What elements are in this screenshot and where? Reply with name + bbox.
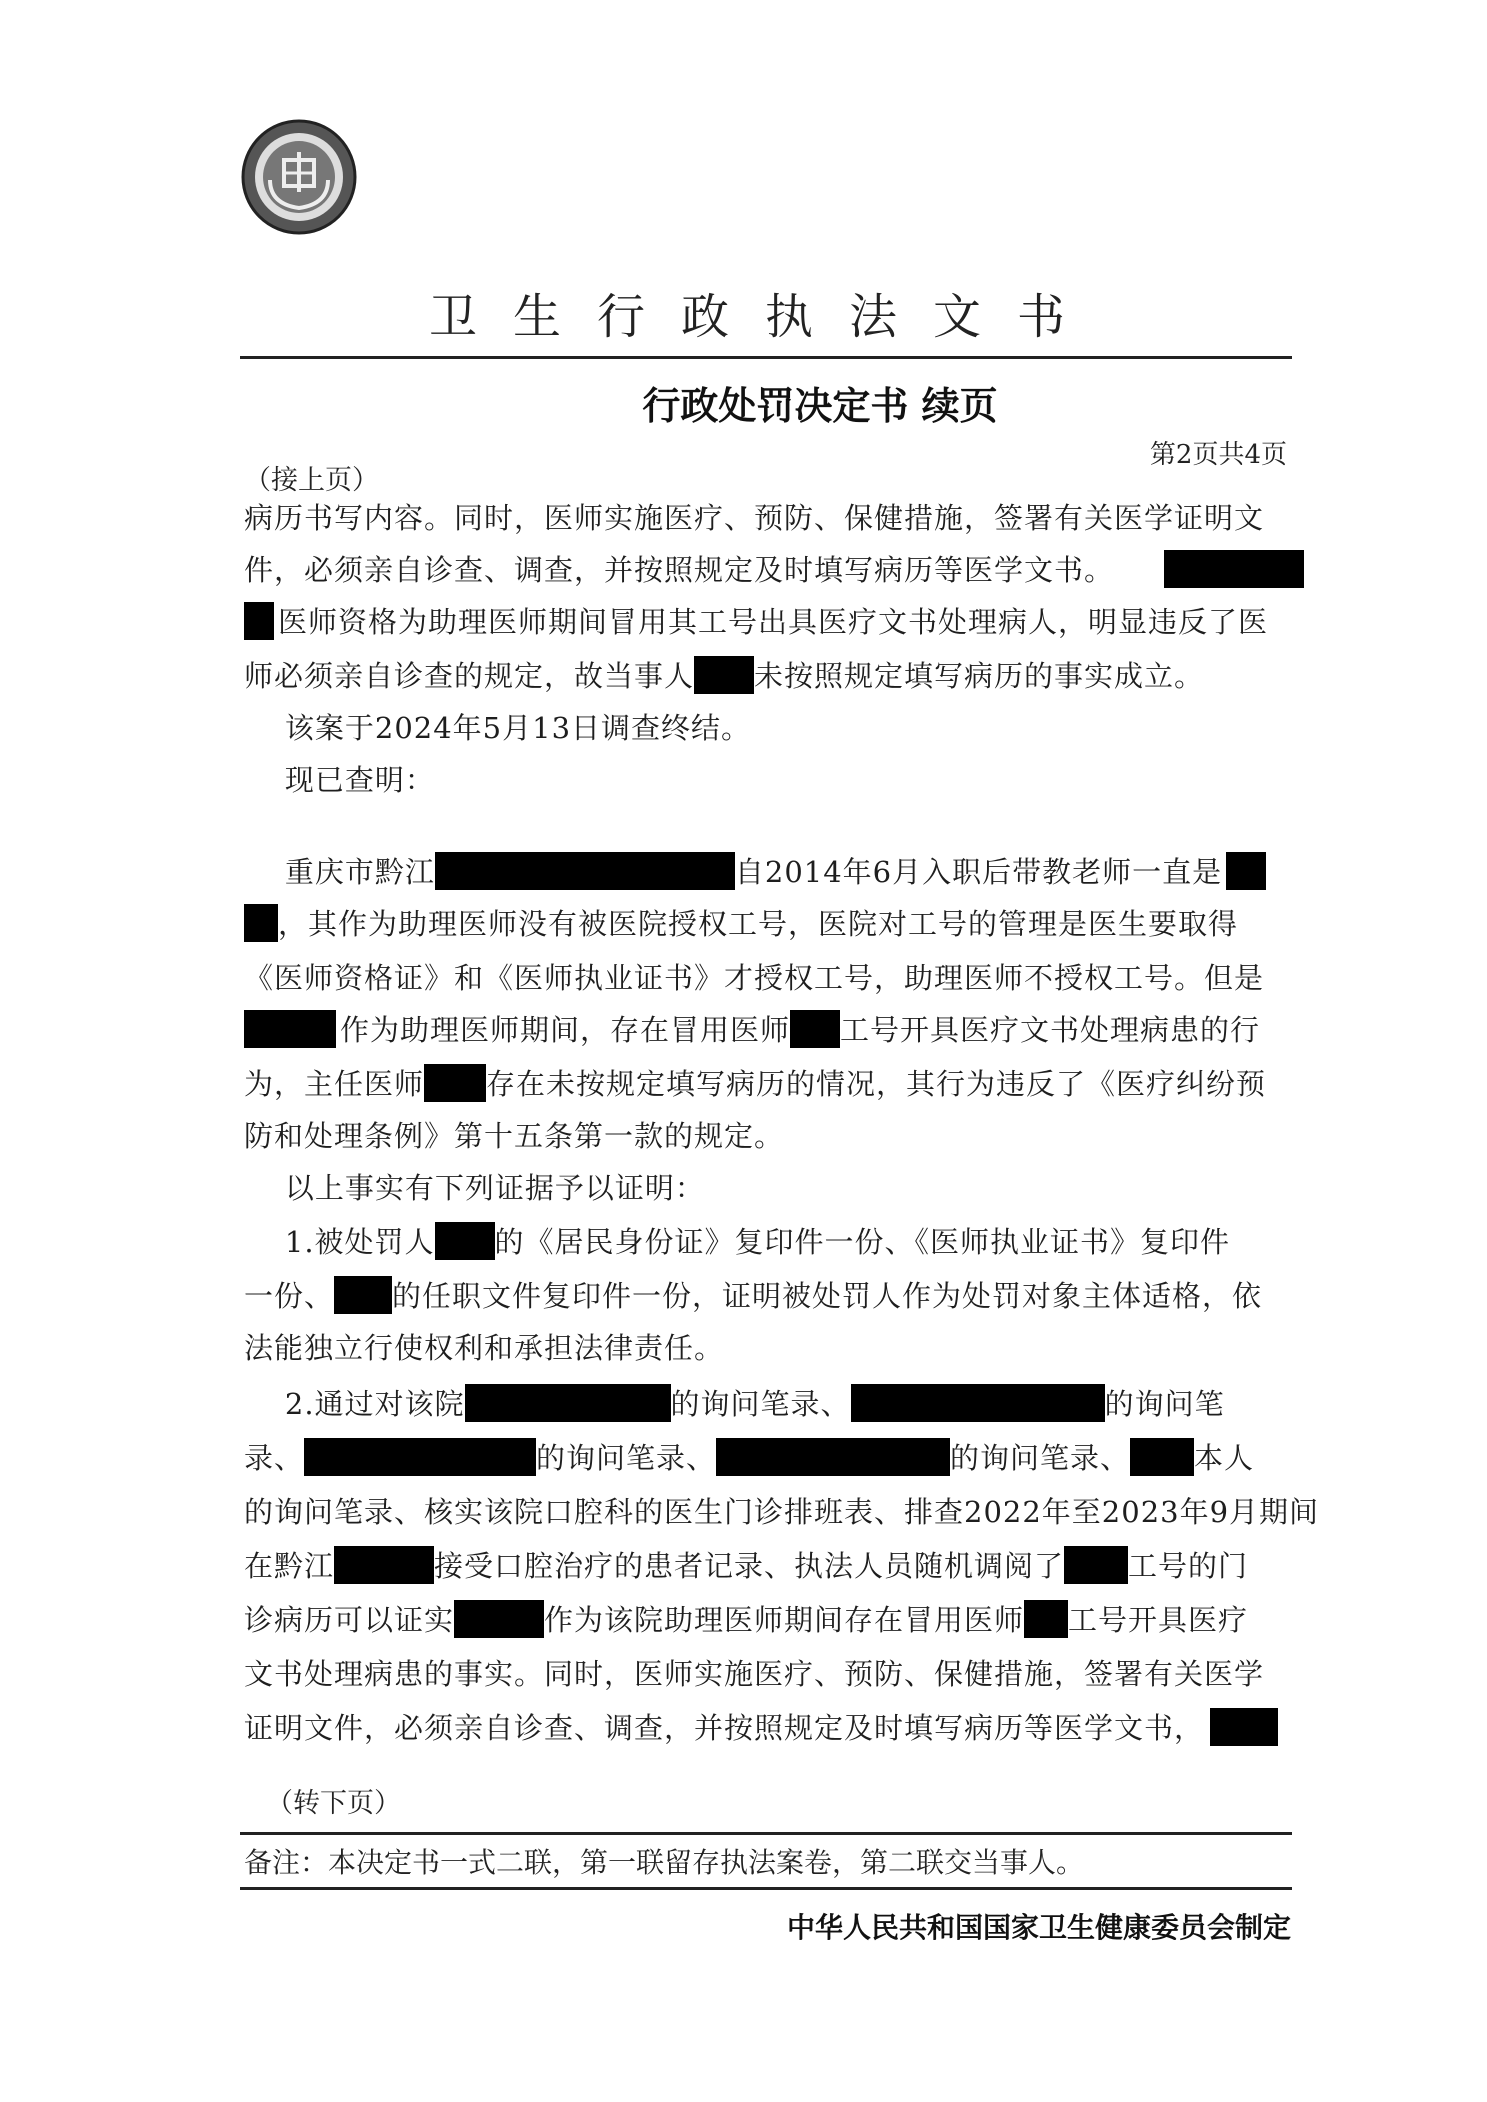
redaction-box [454,1600,544,1638]
body-line: 该案于2024年5月13日调查终结。 [244,711,752,745]
redaction-box [1210,1708,1278,1746]
body-line: 在黔江 接受口腔治疗的患者记录、执法人员随机调阅了 工号的门 [244,1546,1264,1586]
redaction-box [424,1064,486,1102]
body-line: 防和处理条例》第十五条第一款的规定。 [244,1119,785,1153]
redaction-box [790,1010,840,1048]
header-divider [240,356,1292,359]
body-line: 的询问笔录、核实该院口腔科的医生门诊排班表、排查2022年至2023年9月期间 [244,1495,1320,1529]
continued-to-note: （转下页） [266,1788,401,1819]
body-line: 病历书写内容。同时，医师实施医疗、预防、保健措施，签署有关医学证明文 [244,501,1265,535]
body-line: 件，必须亲自诊查、调查，并按照规定及时填写病历等医学文书。 [244,550,1264,590]
redaction-box [244,1010,336,1048]
body-line: 诊病历可以证实 作为该院助理医师期间存在冒用医师 工号开具医疗 [244,1600,1264,1640]
redaction-box [244,904,278,942]
redaction-box [1064,1546,1128,1584]
body-line: 文书处理病患的事实。同时，医师实施医疗、预防、保健措施，签署有关医学 [244,1657,1265,1691]
body-line: 为，主任医师 存在未按规定填写病历的情况，其行为违反了《医疗纠纷预 [244,1064,1264,1104]
remark-note: 备注：本决定书一式二联，第一联留存执法案卷，第二联交当事人。 [244,1846,1085,1879]
redaction-box [244,602,274,640]
body-line: 《医师资格证》和《医师执业证书》才授权工号，助理医师不授权工号。但是 [244,961,1265,995]
body-line: 录、 的询问笔录、 的询问笔录、 本人 [244,1438,1264,1478]
document-title: 行政处罚决定书 续页 [642,384,998,428]
redaction-box [304,1438,536,1476]
body-line: 证明文件，必须亲自诊查、调查，并按照规定及时填写病历等医学文书， [244,1708,1264,1748]
redaction-box [435,1222,495,1260]
body-line: 重庆市黔江 自2014年6月入职后带教老师一直是 [244,852,1264,892]
health-enforcement-emblem-icon [240,118,358,236]
body-line: ，其作为助理医师没有被医院授权工号，医院对工号的管理是医生要取得 [244,904,1264,944]
redaction-box [1164,550,1304,588]
redaction-box [465,1384,671,1422]
body-line: 以上事实有下列证据予以证明： [244,1171,705,1205]
redaction-box [694,656,754,694]
redaction-box [716,1438,950,1476]
continued-from-note: （接上页） [244,465,379,496]
document-series-header: 卫生行政执法文书 [428,289,1101,345]
body-line: 现已查明： [244,763,435,797]
redaction-box [1024,1600,1068,1638]
body-line: 医师资格为助理医师期间冒用其工号出具医疗文书处理病人，明显违反了医 [244,602,1264,642]
redaction-box [1130,1438,1194,1476]
body-line: 2.通过对该院 的询问笔录、 的询问笔 [244,1384,1264,1424]
redaction-box [435,852,735,890]
body-line: 作为助理医师期间，存在冒用医师 工号开具医疗文书处理病患的行 [244,1010,1264,1050]
body-line: 师必须亲自诊查的规定，故当事人 未按照规定填写病历的事实成立。 [244,656,1264,696]
issuing-authority: 中华人民共和国国家卫生健康委员会制定 [786,1911,1291,1944]
remark-divider-top [240,1832,1292,1835]
body-line: 1.被处罚人 的《居民身份证》复印件一份、《医师执业证书》复印件 [244,1222,1264,1262]
body-line: 法能独立行使权利和承担法律责任。 [244,1331,725,1365]
redaction-box [334,1276,392,1314]
redaction-box [334,1546,434,1584]
redaction-box [851,1384,1105,1422]
page-indicator: 第2页共4页 [1149,440,1287,470]
remark-divider-bottom [240,1887,1292,1890]
body-line: 一份、 的任职文件复印件一份，证明被处罚人作为处罚对象主体适格，依 [244,1276,1264,1316]
redaction-box [1226,852,1266,890]
